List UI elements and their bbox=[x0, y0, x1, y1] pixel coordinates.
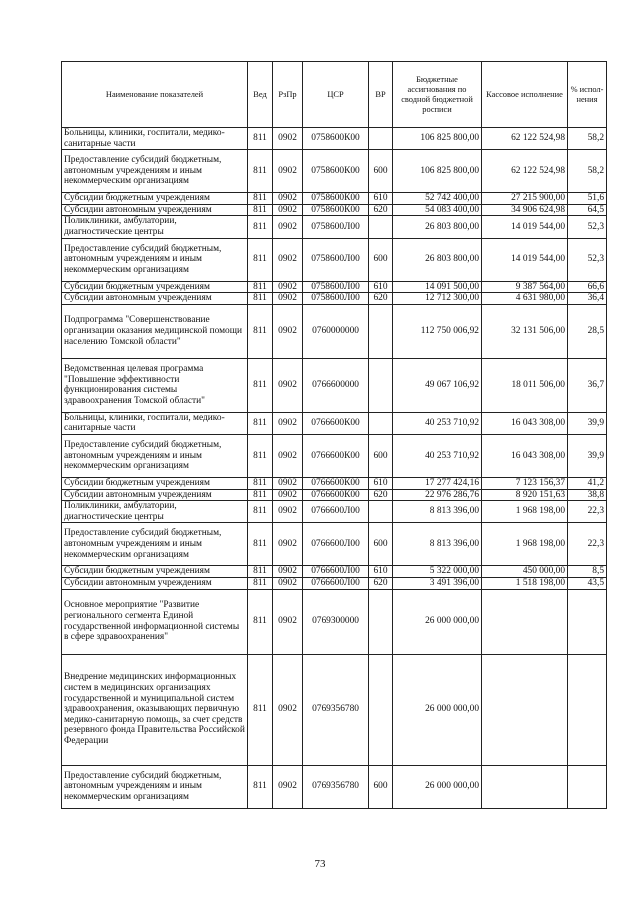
cell-rzpr: 0902 bbox=[273, 434, 303, 477]
cell-ved: 811 bbox=[248, 501, 273, 523]
cell-vr: 610 bbox=[369, 193, 393, 205]
cell-assigned: 17 277 424,16 bbox=[393, 477, 482, 489]
cell-rzpr: 0902 bbox=[273, 654, 303, 765]
cell-name: Предоставление субсидий бюджетным, автономным учреждениям и иным некоммерческим организациям bbox=[62, 150, 248, 193]
cell-name: Субсидии автономным учреждениям bbox=[62, 577, 248, 589]
table-row bbox=[62, 654, 607, 765]
cell-assigned: 106 825 800,00 bbox=[393, 128, 482, 150]
cell-percent: 36,4 bbox=[568, 293, 607, 305]
cell-vr: 600 bbox=[369, 434, 393, 477]
cell-assigned: 106 825 800,00 bbox=[393, 150, 482, 193]
cell-ved: 811 bbox=[248, 566, 273, 578]
cell-name: Поликлиники, амбулатории, диагностические центры bbox=[62, 216, 248, 238]
cell-assigned: 54 083 400,00 bbox=[393, 204, 482, 216]
cell-rzpr: 0902 bbox=[273, 128, 303, 150]
cell-cash bbox=[482, 765, 568, 808]
cell-name: Субсидии автономным учреждениям bbox=[62, 293, 248, 305]
header-cash: Кассовое исполнение bbox=[482, 62, 568, 128]
cell-percent: 51,6 bbox=[568, 193, 607, 205]
cell-name: Больницы, клиники, госпитали, медико-санитарные части bbox=[62, 128, 248, 150]
table-row bbox=[62, 204, 607, 216]
cell-assigned: 49 067 106,92 bbox=[393, 358, 482, 412]
cell-percent: 28,5 bbox=[568, 304, 607, 358]
cell-csr: 0766600Л00 bbox=[303, 501, 369, 523]
cell-csr: 0758600Л00 bbox=[303, 293, 369, 305]
cell-cash: 1 968 198,00 bbox=[482, 523, 568, 566]
table-header-row bbox=[62, 62, 607, 128]
cell-vr bbox=[369, 128, 393, 150]
cell-csr: 0769356780 bbox=[303, 765, 369, 808]
cell-percent: 22,3 bbox=[568, 501, 607, 523]
cell-vr: 620 bbox=[369, 204, 393, 216]
cell-cash: 1 518 198,00 bbox=[482, 577, 568, 589]
cell-rzpr: 0902 bbox=[273, 150, 303, 193]
header-assigned: Бюджетные ассигнования по сводной бюджетной росписи bbox=[393, 62, 482, 128]
cell-rzpr: 0902 bbox=[273, 765, 303, 808]
cell-cash: 16 043 308,00 bbox=[482, 434, 568, 477]
cell-percent: 8,5 bbox=[568, 566, 607, 578]
table-row bbox=[62, 477, 607, 489]
cell-percent: 64,5 bbox=[568, 204, 607, 216]
cell-csr: 0758600К00 bbox=[303, 150, 369, 193]
cell-cash: 62 122 524,98 bbox=[482, 150, 568, 193]
table-row bbox=[62, 589, 607, 654]
cell-assigned: 26 803 800,00 bbox=[393, 216, 482, 238]
cell-ved: 811 bbox=[248, 293, 273, 305]
table-row bbox=[62, 238, 607, 281]
cell-csr: 0769300000 bbox=[303, 589, 369, 654]
cell-ved: 811 bbox=[248, 238, 273, 281]
cell-vr: 620 bbox=[369, 577, 393, 589]
cell-cash: 18 011 506,00 bbox=[482, 358, 568, 412]
cell-ved: 811 bbox=[248, 523, 273, 566]
cell-ved: 811 bbox=[248, 477, 273, 489]
cell-assigned: 26 803 800,00 bbox=[393, 238, 482, 281]
cell-ved: 811 bbox=[248, 304, 273, 358]
table-row bbox=[62, 216, 607, 238]
cell-ved: 811 bbox=[248, 193, 273, 205]
table-row bbox=[62, 412, 607, 434]
cell-vr bbox=[369, 589, 393, 654]
cell-csr: 0769356780 bbox=[303, 654, 369, 765]
cell-rzpr: 0902 bbox=[273, 489, 303, 501]
cell-csr: 0758600К00 bbox=[303, 204, 369, 216]
table-row bbox=[62, 566, 607, 578]
cell-vr bbox=[369, 654, 393, 765]
table-row bbox=[62, 434, 607, 477]
cell-name: Субсидии автономным учреждениям bbox=[62, 204, 248, 216]
cell-csr: 0758600К00 bbox=[303, 193, 369, 205]
cell-csr: 0766600Л00 bbox=[303, 566, 369, 578]
header-ved: Вед bbox=[248, 62, 273, 128]
cell-cash: 14 019 544,00 bbox=[482, 216, 568, 238]
table-row bbox=[62, 281, 607, 293]
cell-csr: 0758600Л00 bbox=[303, 216, 369, 238]
cell-rzpr: 0902 bbox=[273, 589, 303, 654]
header-name: Наименование показателей bbox=[62, 62, 248, 128]
table-row bbox=[62, 577, 607, 589]
cell-vr: 610 bbox=[369, 281, 393, 293]
cell-cash: 32 131 506,00 bbox=[482, 304, 568, 358]
cell-assigned: 40 253 710,92 bbox=[393, 434, 482, 477]
cell-rzpr: 0902 bbox=[273, 577, 303, 589]
cell-cash: 1 968 198,00 bbox=[482, 501, 568, 523]
cell-cash: 14 019 544,00 bbox=[482, 238, 568, 281]
cell-assigned: 112 750 006,92 bbox=[393, 304, 482, 358]
cell-name: Внедрение медицинских информационных систем в медицинских организациях государственной и муниципальной систем здравоохранения, оказывающих первичную медико-санитарную помощь, за счет средств резервного фонда Правительства Российской Федерации bbox=[62, 654, 248, 765]
cell-csr: 0766600К00 bbox=[303, 412, 369, 434]
cell-assigned: 8 813 396,00 bbox=[393, 523, 482, 566]
table-row bbox=[62, 304, 607, 358]
table-row bbox=[62, 489, 607, 501]
cell-percent: 58,2 bbox=[568, 128, 607, 150]
cell-vr: 600 bbox=[369, 523, 393, 566]
cell-assigned: 14 091 500,00 bbox=[393, 281, 482, 293]
cell-cash: 16 043 308,00 bbox=[482, 412, 568, 434]
cell-name: Предоставление субсидий бюджетным, автономным учреждениям и иным некоммерческим организациям bbox=[62, 238, 248, 281]
cell-name: Ведомственная целевая программа "Повышение эффективности функционирования системы здравоохранения Томской области" bbox=[62, 358, 248, 412]
cell-ved: 811 bbox=[248, 489, 273, 501]
cell-percent: 36,7 bbox=[568, 358, 607, 412]
cell-assigned: 5 322 000,00 bbox=[393, 566, 482, 578]
header-percent: % испол-нения bbox=[568, 62, 607, 128]
cell-cash: 9 387 564,00 bbox=[482, 281, 568, 293]
cell-percent bbox=[568, 654, 607, 765]
cell-ved: 811 bbox=[248, 765, 273, 808]
cell-csr: 0766600К00 bbox=[303, 477, 369, 489]
cell-csr: 0766600Л00 bbox=[303, 523, 369, 566]
cell-vr bbox=[369, 412, 393, 434]
cell-assigned: 3 491 396,00 bbox=[393, 577, 482, 589]
cell-cash: 27 215 900,00 bbox=[482, 193, 568, 205]
cell-percent: 39,9 bbox=[568, 434, 607, 477]
cell-vr: 620 bbox=[369, 489, 393, 501]
table-row bbox=[62, 128, 607, 150]
cell-name: Предоставление субсидий бюджетным, автономным учреждениям и иным некоммерческим организациям bbox=[62, 434, 248, 477]
cell-name: Поликлиники, амбулатории, диагностические центры bbox=[62, 501, 248, 523]
cell-percent: 39,9 bbox=[568, 412, 607, 434]
cell-ved: 811 bbox=[248, 358, 273, 412]
header-vr: ВР bbox=[369, 62, 393, 128]
table-body bbox=[62, 128, 607, 809]
cell-ved: 811 bbox=[248, 577, 273, 589]
cell-assigned: 26 000 000,00 bbox=[393, 654, 482, 765]
cell-csr: 0758600Л00 bbox=[303, 281, 369, 293]
table-row bbox=[62, 193, 607, 205]
cell-percent bbox=[568, 765, 607, 808]
cell-assigned: 26 000 000,00 bbox=[393, 589, 482, 654]
cell-rzpr: 0902 bbox=[273, 293, 303, 305]
cell-cash bbox=[482, 654, 568, 765]
cell-percent: 58,2 bbox=[568, 150, 607, 193]
table-row bbox=[62, 523, 607, 566]
cell-rzpr: 0902 bbox=[273, 477, 303, 489]
cell-vr bbox=[369, 358, 393, 412]
cell-rzpr: 0902 bbox=[273, 523, 303, 566]
table-row bbox=[62, 358, 607, 412]
cell-csr: 0766600К00 bbox=[303, 489, 369, 501]
cell-csr: 0766600000 bbox=[303, 358, 369, 412]
page-number: 73 bbox=[314, 858, 326, 870]
table-row bbox=[62, 150, 607, 193]
cell-rzpr: 0902 bbox=[273, 281, 303, 293]
cell-csr: 0758600Л00 bbox=[303, 238, 369, 281]
cell-name: Субсидии автономным учреждениям bbox=[62, 489, 248, 501]
cell-cash: 62 122 524,98 bbox=[482, 128, 568, 150]
table-row bbox=[62, 765, 607, 808]
header-rzpr: РзПр bbox=[273, 62, 303, 128]
cell-name: Основное мероприятие "Развитие регионального сегмента Единой государственной информационной системы в сфере здравоохранения" bbox=[62, 589, 248, 654]
cell-percent: 66,6 bbox=[568, 281, 607, 293]
cell-rzpr: 0902 bbox=[273, 304, 303, 358]
cell-percent: 41,2 bbox=[568, 477, 607, 489]
cell-rzpr: 0902 bbox=[273, 412, 303, 434]
cell-name: Субсидии бюджетным учреждениям bbox=[62, 193, 248, 205]
cell-csr: 0760000000 bbox=[303, 304, 369, 358]
cell-percent: 52,3 bbox=[568, 238, 607, 281]
cell-vr: 610 bbox=[369, 566, 393, 578]
cell-csr: 0766600Л00 bbox=[303, 577, 369, 589]
cell-name: Предоставление субсидий бюджетным, автономным учреждениям и иным некоммерческим организациям bbox=[62, 523, 248, 566]
cell-ved: 811 bbox=[248, 128, 273, 150]
cell-cash bbox=[482, 589, 568, 654]
cell-percent: 38,8 bbox=[568, 489, 607, 501]
cell-cash: 4 631 980,00 bbox=[482, 293, 568, 305]
cell-assigned: 12 712 300,00 bbox=[393, 293, 482, 305]
cell-name: Субсидии бюджетным учреждениям bbox=[62, 566, 248, 578]
cell-assigned: 40 253 710,92 bbox=[393, 412, 482, 434]
cell-ved: 811 bbox=[248, 589, 273, 654]
cell-vr bbox=[369, 216, 393, 238]
cell-percent: 43,5 bbox=[568, 577, 607, 589]
cell-assigned: 52 742 400,00 bbox=[393, 193, 482, 205]
cell-assigned: 8 813 396,00 bbox=[393, 501, 482, 523]
cell-name: Подпрограмма "Совершенствование организации оказания медицинской помощи населению Томской области" bbox=[62, 304, 248, 358]
cell-percent bbox=[568, 589, 607, 654]
cell-cash: 450 000,00 bbox=[482, 566, 568, 578]
cell-csr: 0758600К00 bbox=[303, 128, 369, 150]
cell-rzpr: 0902 bbox=[273, 501, 303, 523]
cell-assigned: 26 000 000,00 bbox=[393, 765, 482, 808]
table-row bbox=[62, 293, 607, 305]
cell-vr bbox=[369, 501, 393, 523]
cell-ved: 811 bbox=[248, 204, 273, 216]
cell-ved: 811 bbox=[248, 412, 273, 434]
cell-rzpr: 0902 bbox=[273, 216, 303, 238]
cell-ved: 811 bbox=[248, 216, 273, 238]
table-row bbox=[62, 501, 607, 523]
header-csr: ЦСР bbox=[303, 62, 369, 128]
cell-name: Больницы, клиники, госпитали, медико-санитарные части bbox=[62, 412, 248, 434]
cell-ved: 811 bbox=[248, 434, 273, 477]
cell-rzpr: 0902 bbox=[273, 204, 303, 216]
cell-name: Предоставление субсидий бюджетным, автономным учреждениям и иным некоммерческим организациям bbox=[62, 765, 248, 808]
cell-vr bbox=[369, 304, 393, 358]
cell-assigned: 22 976 286,76 bbox=[393, 489, 482, 501]
cell-vr: 600 bbox=[369, 150, 393, 193]
cell-vr: 600 bbox=[369, 765, 393, 808]
cell-cash: 8 920 151,63 bbox=[482, 489, 568, 501]
cell-rzpr: 0902 bbox=[273, 238, 303, 281]
cell-rzpr: 0902 bbox=[273, 566, 303, 578]
cell-rzpr: 0902 bbox=[273, 193, 303, 205]
cell-name: Субсидии бюджетным учреждениям bbox=[62, 477, 248, 489]
cell-vr: 620 bbox=[369, 293, 393, 305]
cell-vr: 610 bbox=[369, 477, 393, 489]
cell-percent: 52,3 bbox=[568, 216, 607, 238]
cell-ved: 811 bbox=[248, 150, 273, 193]
cell-vr: 600 bbox=[369, 238, 393, 281]
cell-ved: 811 bbox=[248, 654, 273, 765]
cell-cash: 34 906 624,98 bbox=[482, 204, 568, 216]
cell-rzpr: 0902 bbox=[273, 358, 303, 412]
cell-percent: 22,3 bbox=[568, 523, 607, 566]
cell-cash: 7 123 156,37 bbox=[482, 477, 568, 489]
budget-execution-table bbox=[61, 61, 607, 809]
cell-ved: 811 bbox=[248, 281, 273, 293]
cell-name: Субсидии бюджетным учреждениям bbox=[62, 281, 248, 293]
cell-csr: 0766600К00 bbox=[303, 434, 369, 477]
